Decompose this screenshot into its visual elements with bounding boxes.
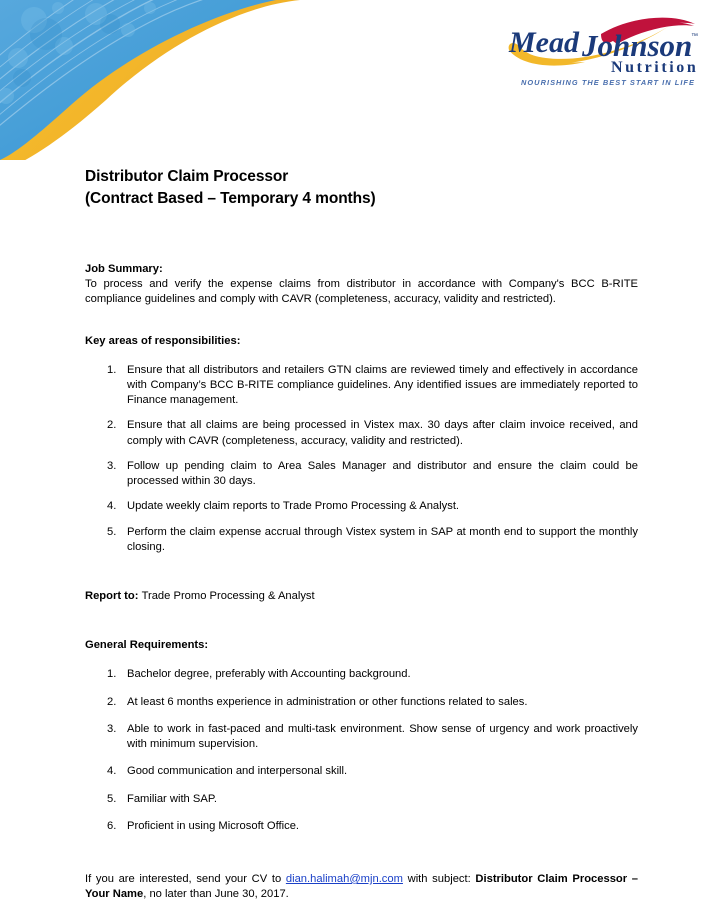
document-body: [85, 166, 638, 903]
list-marker: 3.: [107, 459, 117, 472]
section-responsibilities: [85, 334, 638, 555]
list-item: [85, 459, 638, 489]
list-item-text: Familiar with SAP.: [127, 792, 217, 805]
mead-johnson-logo-graphic: [505, 12, 705, 90]
list-item: [85, 499, 638, 514]
report-to-line: [85, 589, 638, 604]
list-item-text: Follow up pending claim to Area Sales Manager and distributor and ensure the claim could be processed within 30 days.: [127, 459, 638, 488]
list-marker: 5.: [107, 525, 117, 538]
job-summary-text: To process and verify the expense claims from distributor in accordance with Company's BCC B-RITE compliance guidelines and comply with CAVR (completeness, accuracy, validity and restricted).: [85, 278, 638, 306]
list-item-text: At least 6 months experience in administration or other functions related to sales.: [127, 695, 528, 708]
general-requirements-list: [85, 667, 638, 834]
mead-johnson-logo: [505, 12, 705, 90]
page-title-line-2: (Contract Based – Temporary 4 months): [85, 190, 376, 207]
apply-instructions: [85, 872, 638, 903]
list-item-text: Able to work in fast-paced and multi-task environment. Show sense of urgency and work proactively with minimum supervision.: [127, 722, 638, 751]
list-marker: 4.: [107, 500, 117, 513]
list-item-text: Good communication and interpersonal skill.: [127, 765, 348, 778]
list-item: [85, 764, 638, 779]
list-marker: 6.: [107, 819, 117, 832]
list-item-text: Perform the claim expense accrual through Vistex system in SAP at month end to support the monthly closing.: [127, 525, 638, 553]
list-marker: 1.: [107, 363, 117, 376]
apply-email-link[interactable]: dian.halimah@mjn.com: [285, 873, 403, 886]
job-summary-heading: Job Summary:: [85, 263, 163, 275]
list-marker: 3.: [107, 722, 117, 735]
list-item: [85, 363, 638, 409]
list-marker: 1.: [107, 668, 117, 681]
page-title: [85, 166, 638, 210]
section-job-summary: [85, 262, 638, 308]
logo-tm-icon: ™: [691, 33, 698, 40]
responsibilities-heading: Key areas of responsibilities:: [85, 334, 241, 347]
general-requirements-heading: General Requirements:: [85, 639, 209, 652]
apply-text-before: If you are interested, send your CV to: [85, 873, 286, 886]
logo-word-johnson: Johnson: [582, 28, 693, 63]
list-item: [85, 667, 638, 682]
list-item-text: Ensure that all claims are being processed in Vistex max. 30 days after claim invoice received, and comply with CAVR (completeness, accuracy, validity and restricted).: [127, 419, 638, 447]
report-to-value: Trade Promo Processing & Analyst: [141, 590, 315, 603]
apply-subject-bold: Distributor Claim Processor – Your Name: [85, 873, 638, 901]
list-item: [85, 819, 638, 834]
list-item: [85, 722, 638, 752]
logo-subtitle-nutrition: Nutrition: [611, 59, 699, 76]
list-marker: 2.: [107, 419, 117, 432]
list-item: [85, 418, 638, 448]
list-item: [85, 525, 638, 555]
list-item-text: Proficient in using Microsoft Office.: [127, 819, 300, 832]
list-item-text: Ensure that all distributors and retailers GTN claims are reviewed timely and effectively in accordance with Company’s BCC B-RITE compliance guidelines. Any identified issues are immediately reported to Finance management.: [127, 363, 638, 407]
logo-tagline: NOURISHING THE BEST START IN LIFE: [521, 78, 695, 87]
page-title-line-1: Distributor Claim Processor: [85, 168, 289, 185]
responsibilities-list: [85, 363, 638, 555]
list-marker: 4.: [107, 765, 117, 778]
list-marker: 5.: [107, 792, 117, 805]
report-to-label: Report to:: [85, 590, 139, 603]
list-item: [85, 792, 638, 807]
logo-word-mead: Mead: [509, 26, 579, 59]
apply-text-middle: with subject:: [402, 873, 476, 886]
list-item: [85, 695, 638, 710]
list-marker: 2.: [107, 695, 117, 708]
list-item-text: Bachelor degree, preferably with Accounting background.: [127, 668, 411, 681]
apply-text-after: , no later than June 30, 2017.: [143, 888, 289, 901]
section-general-requirements: [85, 638, 638, 834]
list-item-text: Update weekly claim reports to Trade Promo Processing & Analyst.: [127, 500, 460, 513]
